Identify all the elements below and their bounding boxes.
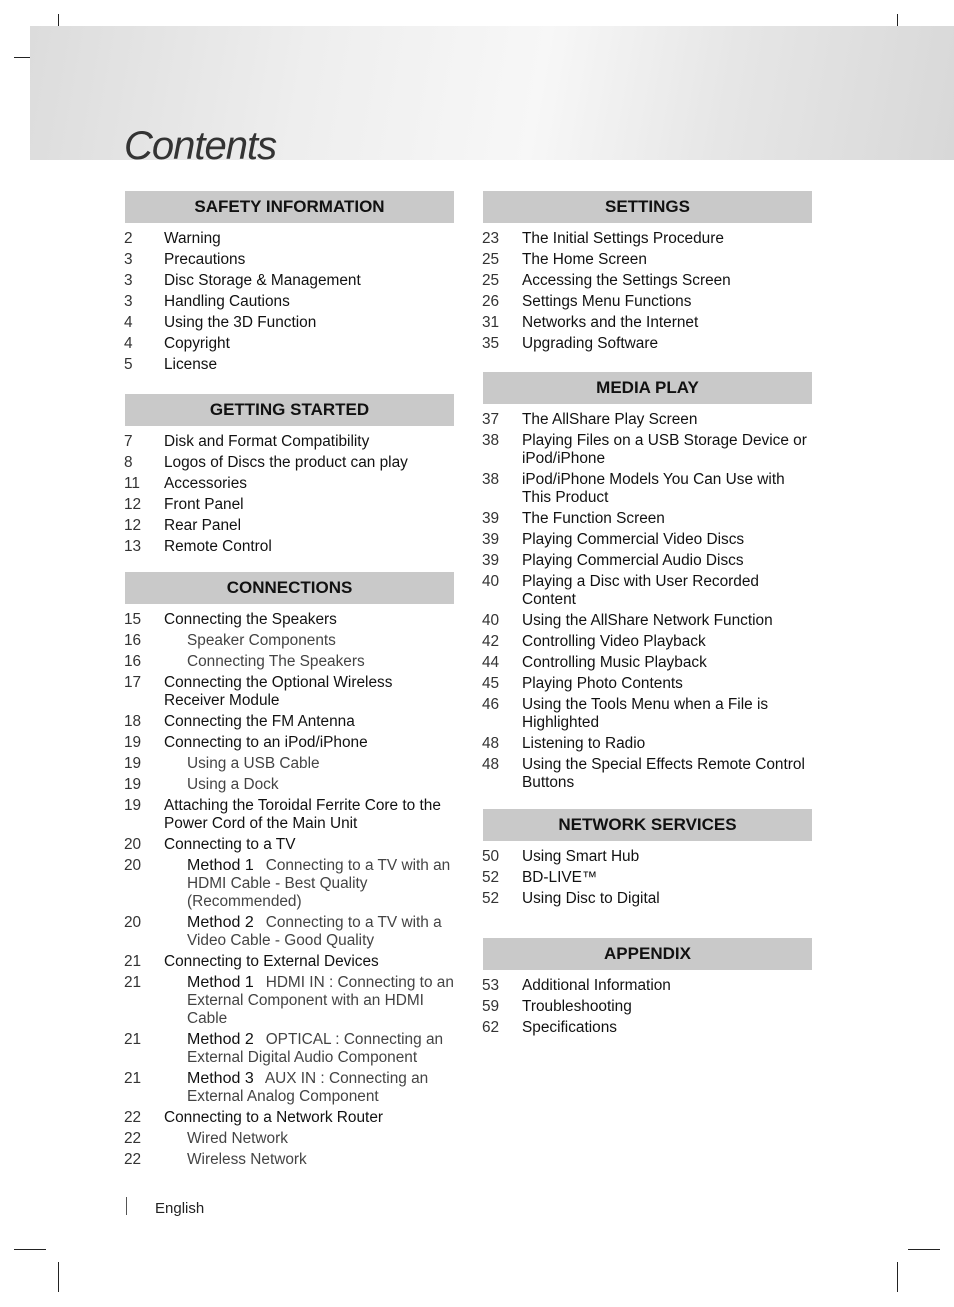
toc-entry-title [164, 1031, 454, 1067]
toc-entry[interactable] [125, 335, 454, 353]
toc-entry[interactable] [125, 797, 454, 833]
toc-entry[interactable] [125, 734, 454, 752]
toc-page-number: 25 [482, 272, 500, 289]
toc-entry-title: Using the 3D Function [164, 314, 317, 331]
toc-entry-title [164, 857, 454, 911]
toc-page-number: 12 [124, 496, 142, 513]
toc-entry[interactable] [483, 675, 812, 693]
toc-entry[interactable] [125, 974, 454, 1028]
toc-entry[interactable] [483, 432, 812, 468]
toc-entry-title: Troubleshooting [522, 998, 632, 1015]
toc-entry[interactable] [483, 293, 812, 311]
method-label: Method 1 [187, 974, 254, 991]
toc-entry[interactable] [483, 612, 812, 630]
toc-entry[interactable] [125, 776, 454, 794]
toc-page-number: 48 [482, 735, 500, 752]
toc-entry[interactable] [125, 251, 454, 269]
toc-entry[interactable] [125, 538, 454, 556]
section-heading: SAFETY INFORMATION [125, 191, 454, 223]
toc-entry-title: The Initial Settings Procedure [522, 230, 724, 247]
toc-page-number: 8 [124, 454, 133, 471]
toc-entry[interactable] [125, 475, 454, 493]
toc-section-appendix [483, 938, 812, 1037]
toc-page-number: 19 [124, 797, 142, 814]
toc-entry-title: Playing Photo Contents [522, 675, 683, 692]
toc-entry-title: The Function Screen [522, 510, 665, 527]
toc-section-safety-information [125, 191, 454, 374]
crop-mark [58, 1262, 59, 1292]
toc-entry[interactable] [125, 836, 454, 854]
crop-mark [908, 1249, 940, 1250]
section-heading: NETWORK SERVICES [483, 809, 812, 841]
toc-entry[interactable] [125, 433, 454, 451]
toc-entry-title: Disk and Format Compatibility [164, 433, 370, 450]
toc-entry[interactable] [483, 573, 812, 609]
toc-entry[interactable] [125, 517, 454, 535]
toc-page-number: 21 [124, 1031, 142, 1048]
toc-page-number: 48 [482, 756, 500, 773]
toc-entry[interactable] [483, 696, 812, 732]
toc-page-number: 39 [482, 510, 500, 527]
toc-page-number: 38 [482, 471, 500, 488]
toc-entry[interactable] [483, 977, 812, 995]
toc-section-network-services [483, 809, 812, 908]
toc-page-number: 12 [124, 517, 142, 534]
toc-entry-title: Using the Tools Menu when a File is Highlighted [522, 696, 769, 731]
toc-entry-title: Connecting The Speakers [187, 653, 365, 670]
toc-page-number: 26 [482, 293, 500, 310]
toc-page-number: 3 [124, 293, 133, 310]
toc-page-number: 3 [124, 251, 133, 268]
toc-entry-title: Connecting to External Devices [164, 953, 379, 970]
toc-entry-title: Using a USB Cable [187, 755, 320, 772]
toc-page-number: 20 [124, 836, 142, 853]
toc-page-number: 16 [124, 632, 142, 649]
section-heading: SETTINGS [483, 191, 812, 223]
toc-entry-title: Wired Network [187, 1130, 288, 1147]
toc-page-number: 19 [124, 776, 142, 793]
toc-entry-title: Connecting to a TV [164, 836, 296, 853]
toc-entry-title [164, 914, 454, 950]
toc-entry-list [483, 848, 812, 908]
toc-entry[interactable] [483, 735, 812, 753]
toc-entry-title: Upgrading Software [522, 335, 659, 352]
toc-page-number: 5 [124, 356, 133, 373]
method-label: Method 1 [187, 857, 254, 874]
toc-entry-title: Using the Special Effects Remote Control Buttons [522, 756, 805, 791]
toc-section-media-play [483, 372, 812, 792]
toc-entry-title: Front Panel [164, 496, 244, 513]
page-title: Contents [124, 124, 277, 168]
toc-entry[interactable] [483, 531, 812, 549]
toc-entry-list [125, 230, 454, 374]
toc-page-number: 37 [482, 411, 500, 428]
toc-entry[interactable] [125, 293, 454, 311]
toc-entry[interactable] [483, 756, 812, 792]
toc-page-number: 18 [124, 713, 142, 730]
toc-entry[interactable] [125, 272, 454, 290]
toc-entry[interactable] [125, 1031, 454, 1067]
method-description: HDMI IN : Connecting to an External Component with an HDMI Cable [187, 974, 454, 1027]
toc-page-number: 40 [482, 573, 500, 590]
toc-entry[interactable] [483, 272, 812, 290]
toc-entry-title: BD-LIVE™ [522, 869, 598, 886]
toc-entry-title: Playing a Disc with User Recorded Content [522, 573, 759, 608]
toc-entry[interactable] [483, 510, 812, 528]
toc-entry-title: Accessories [164, 475, 247, 492]
toc-entry[interactable] [483, 848, 812, 866]
toc-page-number: 50 [482, 848, 500, 865]
toc-page-number: 16 [124, 653, 142, 670]
toc-page-number: 13 [124, 538, 142, 555]
toc-entry-title: Connecting the Speakers [164, 611, 337, 628]
method-label: Method 2 [187, 1031, 254, 1048]
toc-entry-title: Playing Commercial Audio Discs [522, 552, 744, 569]
toc-entry[interactable] [125, 653, 454, 671]
section-heading: APPENDIX [483, 938, 812, 970]
toc-entry-title: Accessing the Settings Screen [522, 272, 731, 289]
toc-entry[interactable] [483, 335, 812, 353]
toc-entry[interactable] [125, 1109, 454, 1127]
toc-entry-list [125, 611, 454, 1169]
toc-entry[interactable] [483, 869, 812, 887]
toc-section-getting-started [125, 394, 454, 556]
toc-entry[interactable] [483, 998, 812, 1016]
toc-entry-title: The Home Screen [522, 251, 647, 268]
toc-entry[interactable] [483, 654, 812, 672]
toc-entry-title: Wireless Network [187, 1151, 307, 1168]
footer-language: English [155, 1200, 205, 1217]
toc-entry-title: Additional Information [522, 977, 671, 994]
toc-entry[interactable] [483, 552, 812, 570]
toc-entry-title: Using the AllShare Network Function [522, 612, 773, 629]
toc-entry-title [164, 1070, 454, 1106]
method-description: Connecting to a TV with a Video Cable - Good Quality [187, 914, 442, 949]
toc-entry-title: Warning [164, 230, 221, 247]
toc-entry-title: Connecting to an iPod/iPhone [164, 734, 368, 751]
toc-entry-title: Precautions [164, 251, 246, 268]
method-description: OPTICAL : Connecting an External Digital Audio Component [187, 1031, 444, 1066]
toc-entry[interactable] [483, 1019, 812, 1037]
footer-divider [126, 1197, 127, 1215]
toc-page-number: 38 [482, 432, 500, 449]
toc-entry[interactable] [125, 454, 454, 472]
toc-entry[interactable] [125, 914, 454, 950]
toc-entry-title: Listening to Radio [522, 735, 646, 752]
toc-page-number: 23 [482, 230, 500, 247]
crop-mark [897, 1262, 898, 1292]
toc-entry[interactable] [125, 1130, 454, 1148]
toc-page-number: 15 [124, 611, 142, 628]
toc-page-number: 40 [482, 612, 500, 629]
toc-page-number: 19 [124, 755, 142, 772]
toc-page-number: 22 [124, 1130, 142, 1147]
toc-page-number: 7 [124, 433, 133, 450]
toc-page-number: 20 [124, 914, 142, 931]
toc-page-number: 46 [482, 696, 500, 713]
toc-page-number: 45 [482, 675, 500, 692]
section-heading: MEDIA PLAY [483, 372, 812, 404]
toc-entry[interactable] [125, 1070, 454, 1106]
toc-entry-title: iPod/iPhone Models You Can Use with This Product [522, 471, 785, 506]
toc-entry-title: Playing Commercial Video Discs [522, 531, 745, 548]
toc-entry[interactable] [125, 632, 454, 650]
toc-page-number: 31 [482, 314, 500, 331]
toc-page-number: 59 [482, 998, 500, 1015]
crop-mark [14, 1249, 46, 1250]
toc-section-settings [483, 191, 812, 353]
toc-page-number: 4 [124, 314, 133, 331]
toc-entry[interactable] [483, 633, 812, 651]
toc-entry[interactable] [483, 471, 812, 507]
toc-page-number: 11 [124, 475, 140, 492]
toc-entry-title: Attaching the Toroidal Ferrite Core to the Power Cord of the Main Unit [164, 797, 441, 832]
toc-page-number: 21 [124, 953, 142, 970]
toc-entry-title: Networks and the Internet [522, 314, 699, 331]
toc-page-number: 44 [482, 654, 500, 671]
toc-entry-title: Logos of Discs the product can play [164, 454, 408, 471]
toc-page-number: 42 [482, 633, 500, 650]
method-description: AUX IN : Connecting an External Analog Component [187, 1070, 429, 1105]
toc-entry[interactable] [125, 857, 454, 911]
toc-page-number: 21 [124, 974, 142, 991]
toc-entry-title: Using Disc to Digital [522, 890, 660, 907]
toc-page-number: 17 [124, 674, 142, 691]
toc-entry-title: Using a Dock [187, 776, 279, 793]
toc-entry[interactable] [125, 1151, 454, 1169]
toc-entry[interactable] [125, 953, 454, 971]
toc-entry-title: Connecting the FM Antenna [164, 713, 355, 730]
toc-page-number: 52 [482, 869, 500, 886]
toc-page-number: 39 [482, 531, 500, 548]
toc-column-right [483, 191, 812, 1040]
toc-entry-title: Connecting the Optional Wireless Receiver Module [164, 674, 393, 709]
toc-entry[interactable] [483, 251, 812, 269]
toc-entry-title: Controlling Music Playback [522, 654, 707, 671]
toc-entry-list [483, 977, 812, 1037]
toc-page-number: 19 [124, 734, 142, 751]
toc-entry[interactable] [483, 230, 812, 248]
toc-entry-title: Rear Panel [164, 517, 241, 534]
toc-entry-title: Handling Cautions [164, 293, 290, 310]
toc-entry-list [483, 230, 812, 353]
toc-entry[interactable] [125, 713, 454, 731]
toc-entry[interactable] [125, 496, 454, 514]
toc-page-number: 2 [124, 230, 133, 247]
toc-entry-title: Speaker Components [187, 632, 336, 649]
toc-entry-list [483, 411, 812, 792]
toc-page-number: 22 [124, 1109, 142, 1126]
toc-entry-title: Controlling Video Playback [522, 633, 706, 650]
toc-page-number: 35 [482, 335, 500, 352]
toc-entry[interactable] [125, 755, 454, 773]
toc-entry-title: Remote Control [164, 538, 272, 555]
method-description: Connecting to a TV with an HDMI Cable - Best Quality (Recommended) [187, 857, 451, 910]
toc-entry[interactable] [125, 611, 454, 629]
toc-section-connections [125, 572, 454, 1169]
section-heading: GETTING STARTED [125, 394, 454, 426]
toc-entry[interactable] [125, 674, 454, 710]
toc-page-number: 52 [482, 890, 500, 907]
toc-entry-list [125, 433, 454, 556]
toc-page-number: 53 [482, 977, 500, 994]
toc-entry[interactable] [125, 230, 454, 248]
toc-page-number: 4 [124, 335, 133, 352]
toc-entry[interactable] [483, 890, 812, 908]
method-label: Method 2 [187, 914, 254, 931]
toc-page-number: 25 [482, 251, 500, 268]
toc-entry[interactable] [125, 356, 454, 374]
toc-page-number: 39 [482, 552, 500, 569]
toc-column-left [125, 191, 454, 1172]
toc-entry-title: The AllShare Play Screen [522, 411, 698, 428]
toc-entry-title: Copyright [164, 335, 230, 352]
toc-entry-title: Using Smart Hub [522, 848, 640, 865]
toc-page-number: 20 [124, 857, 142, 874]
toc-entry-title [164, 974, 454, 1028]
toc-entry[interactable] [483, 314, 812, 332]
toc-entry-title: Disc Storage & Management [164, 272, 361, 289]
toc-page-number: 3 [124, 272, 133, 289]
toc-entry[interactable] [125, 314, 454, 332]
toc-page-number: 62 [482, 1019, 500, 1036]
toc-entry-title: Specifications [522, 1019, 617, 1036]
toc-page-number: 21 [124, 1070, 142, 1087]
section-heading: CONNECTIONS [125, 572, 454, 604]
toc-page-number: 22 [124, 1151, 142, 1168]
method-label: Method 3 [187, 1070, 254, 1087]
toc-entry[interactable] [483, 411, 812, 429]
toc-entry-title: Playing Files on a USB Storage Device or iPod/iPhone [522, 432, 807, 467]
toc-entry-title: Settings Menu Functions [522, 293, 692, 310]
toc-entry-title: License [164, 356, 218, 373]
toc-entry-title: Connecting to a Network Router [164, 1109, 384, 1126]
